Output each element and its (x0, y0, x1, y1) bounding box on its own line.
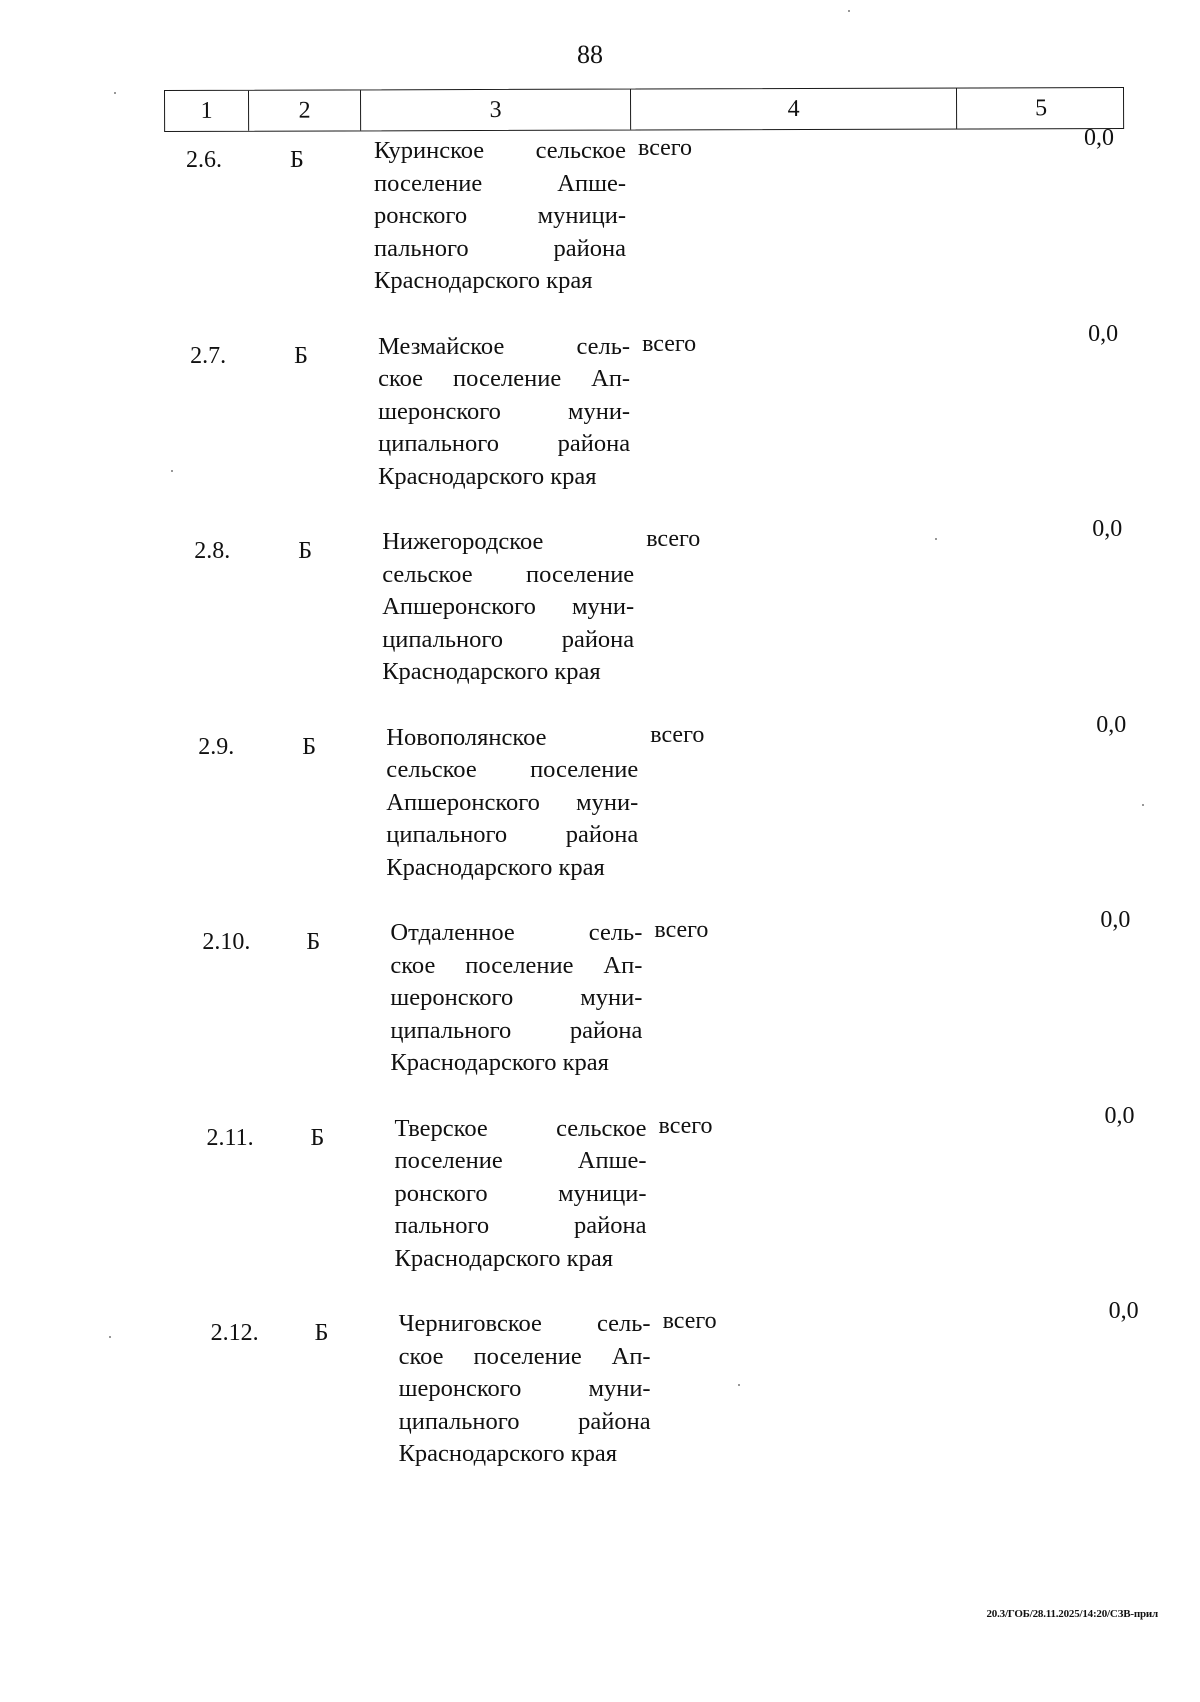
row-category: Б (306, 929, 321, 955)
table-row (186, 125, 1186, 315)
scan-speck (109, 1336, 111, 1338)
row-number: 2.11. (206, 1124, 254, 1151)
row-category: Б (302, 733, 317, 760)
settlement-name-line: сельское поселение (386, 756, 639, 783)
settlement-name (399, 1308, 651, 1471)
settlement-name-line: ципального района (398, 1407, 651, 1435)
row-category: Б (314, 1320, 329, 1346)
settlement-name-line: Черниговское сель- (398, 1310, 651, 1337)
scan-speck (738, 1384, 740, 1386)
header-col-3: 3 (361, 90, 631, 131)
settlement-name-line: Краснодарского края (390, 1049, 609, 1076)
row-value: 0,0 (1100, 907, 1131, 933)
scan-speck (171, 470, 173, 472)
header-col-5: 5 (1035, 95, 1048, 122)
row-indicator: всего (654, 917, 709, 943)
row-value: 0,0 (1084, 125, 1114, 151)
settlement-name (395, 1113, 647, 1276)
settlement-name-line: Апшеронского муни- (386, 788, 639, 816)
settlement-name-line: Краснодарского края (374, 267, 593, 294)
settlement-name-line: ронского муници- (374, 202, 626, 229)
settlement-name-line: ронского муници- (394, 1179, 647, 1207)
settlement-name (390, 917, 642, 1080)
settlement-name (382, 526, 634, 689)
row-number: 2.6. (186, 147, 222, 173)
settlement-name-line: ципального района (386, 821, 639, 848)
row-indicator: всего (646, 526, 701, 552)
settlement-name-line: Куринское сельское (374, 137, 626, 164)
settlement-name-line: Апшеронского муни- (382, 593, 635, 620)
settlement-name-line: шеронского муни- (378, 397, 631, 425)
settlement-name-line: Краснодарского края (382, 658, 601, 685)
row-indicator: всего (650, 721, 705, 748)
settlement-name (386, 722, 638, 885)
settlement-name-line: поселение Апше- (374, 169, 626, 197)
table-row (198, 711, 1198, 902)
row-indicator: всего (638, 135, 693, 161)
row-category: Б (298, 538, 312, 564)
settlement-name-line: Новополянское (386, 723, 547, 751)
row-indicator: всего (658, 1112, 713, 1139)
header-col-1: 1 (165, 91, 249, 131)
settlement-name (378, 331, 630, 494)
scan-speck (848, 10, 850, 12)
row-number: 2.10. (202, 929, 251, 955)
row-category: Б (290, 147, 304, 173)
settlement-name (374, 135, 626, 298)
settlement-name-line: Краснодарского края (386, 853, 605, 881)
table-row (194, 516, 1194, 706)
row-number: 2.9. (198, 733, 235, 760)
settlement-name-line: ципального района (382, 625, 635, 653)
row-value: 0,0 (1096, 711, 1127, 738)
row-number: 2.8. (194, 538, 231, 564)
header-col-2: 2 (249, 90, 361, 130)
scan-speck (935, 538, 937, 540)
settlement-name-line: шеронского муни- (390, 984, 643, 1011)
settlement-name-line: Отдаленное сель- (390, 919, 643, 946)
scan-speck (114, 92, 116, 94)
settlement-name-line: Краснодарского края (378, 462, 597, 490)
settlement-name-line: сельское поселение (382, 560, 635, 588)
settlement-name-line: ципального района (390, 1016, 643, 1044)
settlement-name-line: Тверское сельское (394, 1114, 647, 1142)
settlement-name-line: пального района (394, 1212, 647, 1239)
settlement-name-line: поселение Апше- (394, 1147, 647, 1174)
settlement-name-line: ское поселение Ап- (378, 365, 631, 392)
row-value: 0,0 (1104, 1102, 1135, 1129)
scan-speck (1142, 804, 1144, 806)
row-value: 0,0 (1088, 320, 1119, 347)
row-number: 2.12. (210, 1320, 259, 1346)
row-category: Б (294, 342, 308, 369)
row-indicator: всего (642, 330, 697, 357)
settlement-name-line: Мезмайское сель- (378, 332, 631, 360)
row-value: 0,0 (1092, 516, 1123, 542)
table-row (202, 907, 1200, 1097)
row-value: 0,0 (1108, 1298, 1139, 1324)
row-indicator: всего (662, 1308, 717, 1334)
settlement-name-line: ское поселение Ап- (390, 951, 643, 979)
settlement-name-line: ципального района (378, 430, 631, 457)
row-category: Б (310, 1124, 325, 1151)
table-row (210, 1298, 1200, 1488)
table-row (190, 320, 1190, 511)
settlement-name-line: пального района (374, 234, 626, 262)
header-col-4: 4 (631, 89, 957, 130)
settlement-name-line: ское поселение Ап- (398, 1342, 651, 1370)
settlement-name-line: Нижегородское (382, 528, 544, 555)
settlement-name-line: Краснодарского края (398, 1440, 618, 1467)
settlement-name-line: шеронского муни- (398, 1375, 651, 1402)
page-number: 88 (577, 40, 603, 69)
row-number: 2.7. (190, 342, 227, 369)
table-row (206, 1102, 1200, 1293)
document-code: 20.3/ГОБ/28.11.2025/14:20/СЗВ-прил (986, 1608, 1158, 1620)
settlement-name-line: Краснодарского края (394, 1244, 613, 1272)
